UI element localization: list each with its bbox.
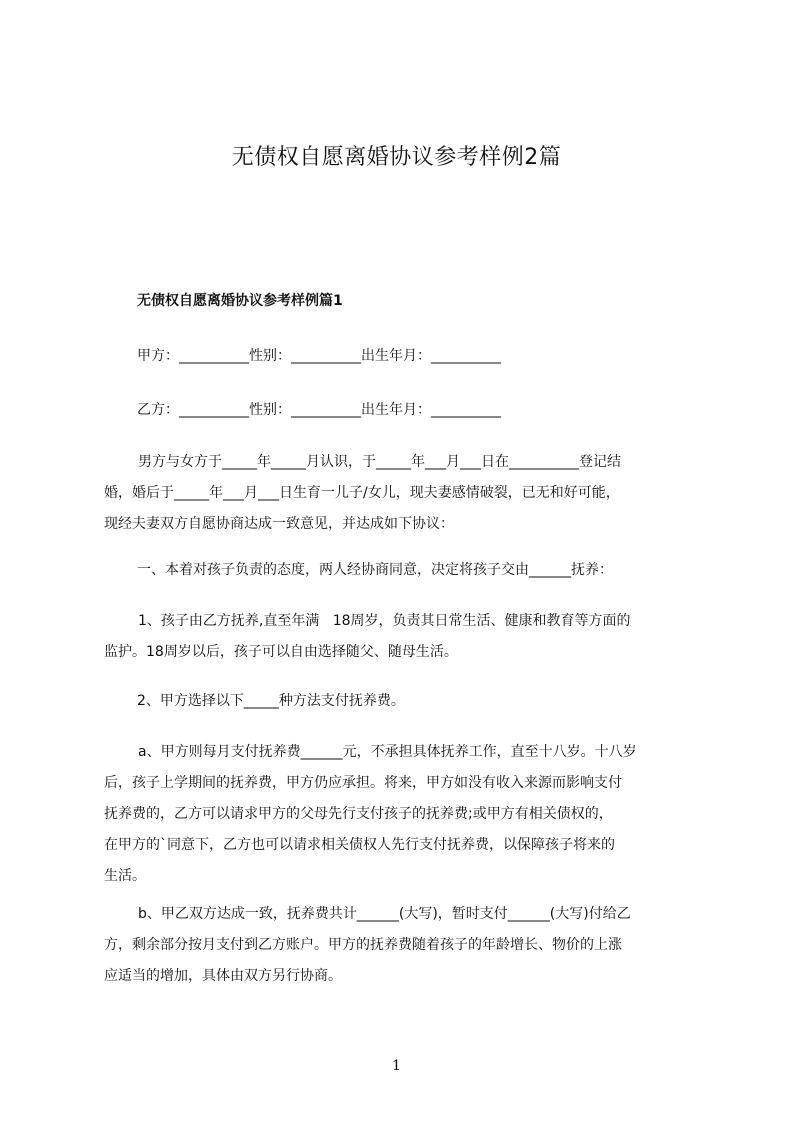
intro-line: 男方与女方于_____年_____月认识，于_____年___月___日在__________登记结: [138, 454, 621, 470]
party-b-line: 乙方：__________性别：__________出生年月：__________: [137, 402, 501, 418]
clause-a-paragraph: [104, 742, 704, 886]
section-heading: 无债权自愿离婚协议参考样例篇1: [137, 293, 343, 309]
clause-a-line: a、甲方则每月支付抚养费______元，不承担具体抚养工作，直至十八岁。十八岁: [138, 744, 637, 760]
party-a-line: 甲方：__________性别：__________出生年月：__________: [137, 348, 501, 364]
clause-1-1-paragraph: [104, 611, 704, 662]
intro-line: 现经夫妻双方自愿协商达成一致意见，并达成如下协议：: [104, 516, 454, 532]
clause-b-line: 应适当的增加，具体由双方另行协商。: [104, 968, 342, 984]
page-number: 1: [392, 1058, 401, 1074]
clause-b-line: b、甲乙双方达成一致，抚养费共计______(大写)，暂时支付______(大写)付给乙: [138, 906, 631, 922]
clause-a-line: 生活。: [104, 868, 146, 884]
clause-1-1-line: 1、孩子由乙方抚养,直至年满 18周岁，负责其日常生活、健康和教育等方面的: [138, 613, 631, 629]
clause-a-line: 在甲方的`同意下，乙方也可以请求相关债权人先行支付抚养费，以保障孩子将来的: [104, 837, 615, 853]
intro-line: 婚，婚后于_____年___月___日生育一儿子/女儿，现夫妻感情破裂，已无和好可能，: [104, 485, 620, 501]
clause-1-2: 2、甲方选择以下_____种方法支付抚养费。: [137, 693, 405, 709]
clause-1-1-line: 监护。18周岁以后，孩子可以自由选择随父、随母生活。: [104, 644, 458, 660]
intro-paragraph: [104, 452, 704, 534]
clause-a-line: 后，孩子上学期间的抚养费，甲方仍应承担。将来，甲方如没有收入来源而影响支付: [104, 775, 622, 791]
clause-b-paragraph: [104, 904, 704, 986]
clause-1: 一、本着对孩子负责的态度，两人经协商同意，决定将孩子交由______抚养：: [137, 562, 613, 578]
document-title: 无债权自愿离婚协议参考样例2篇: [231, 145, 562, 170]
clause-a-line: 抚养费的，乙方可以请求甲方的父母先行支付孩子的抚养费;或甲方有相关债权的，: [104, 806, 613, 822]
clause-b-line: 方，剩余部分按月支付到乙方账户。甲方的抚养费随着孩子的年龄增长、物价的上涨: [104, 937, 622, 953]
